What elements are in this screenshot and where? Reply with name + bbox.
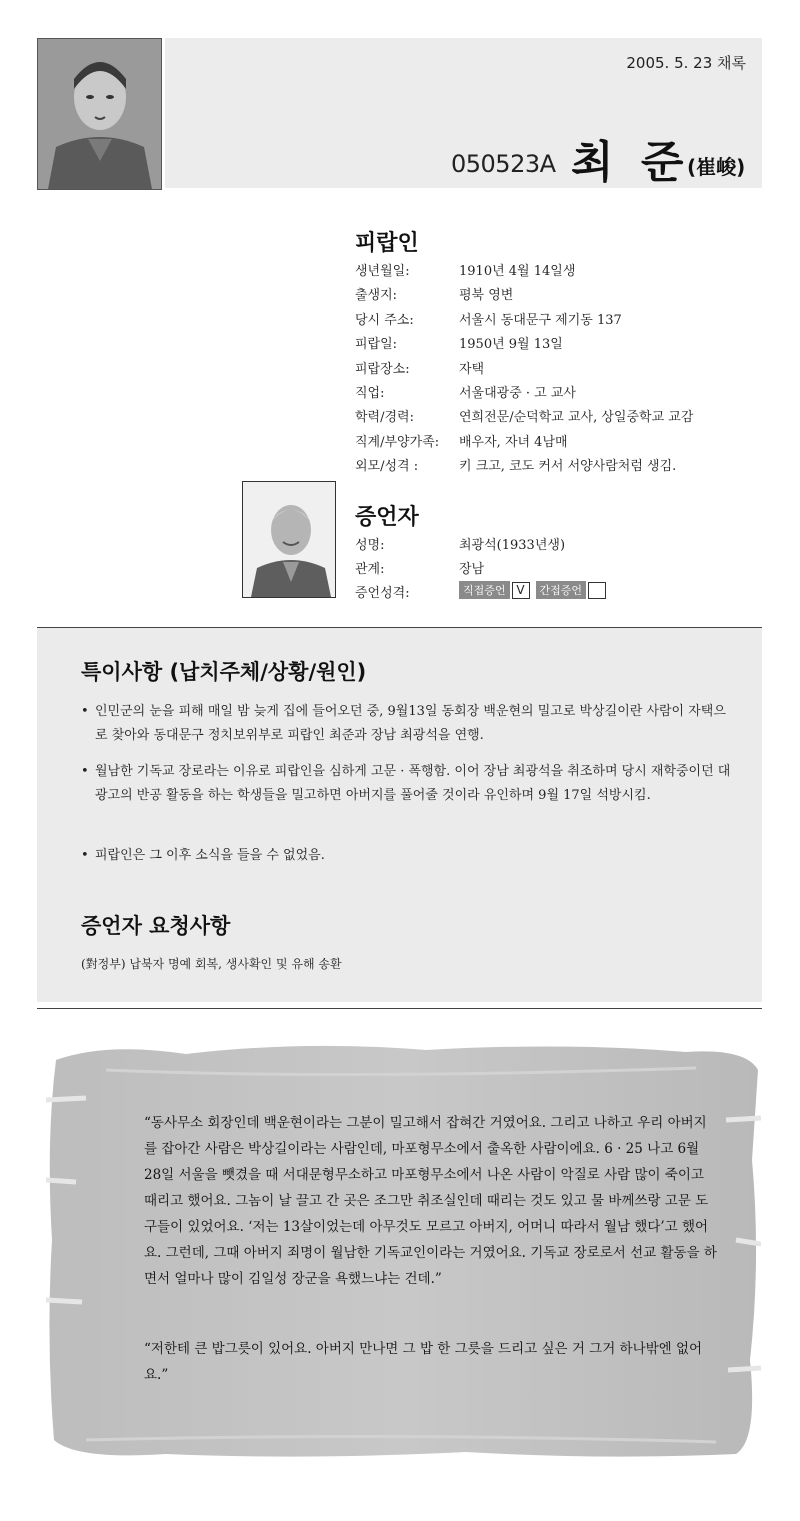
- testimony-type-options: [459, 581, 612, 599]
- abductee-info-value: 배우자, 자녀 4남매: [459, 434, 568, 450]
- abductee-info-row: [355, 455, 775, 475]
- notes-bullet-text: 월남한 기독교 장로라는 이유로 피랍인을 심하게 고문 · 폭행함. 이어 장남 최광석을 취조하며 당시 재학중이던 대광고의 반공 활동을 하는 학생들을 밀고하면 아버지를 풀어줄 것이라 유인하며 9월 17일 석방시킴.: [95, 764, 731, 803]
- testimony-quote: “동사무소 회장인데 백운현이라는 그분이 밀고해서 잡혀간 거였어요. 그리고 나하고 우리 아버지를 잡아간 사람은 박상길이라는 사람인데, 마포형무소에서 출옥한 사람이에요. 6 · 25 나고 6월 28일 서울을 뺏겼을 때 서대문형무소하고 마포형무소에서 나온 사람이 악질로 사람 많이 죽이고 때리고 했어요. 그놈이 날 끌고 간 곳은 조그만 취조실인데 때리는 것도 있고 물 바께쓰랑 고문 도구들이 있었어요. ‘저는 13살이었는데 아무것도 모르고 아버지, 어머니 따라서 월남 했다’고 했어요. 그런데, 그때 아버지 죄명이 월남한 기독교인이라는 거였어요. 기독교 장로로서 선교 활동을 하면서 얼마나 많이 김일성 장군을 욕했느냐는 건데.”: [144, 1115, 717, 1287]
- divider-bottom: [37, 1008, 762, 1009]
- direct-testimony-checkbox[interactable]: V: [512, 582, 530, 599]
- bullet-dot-icon: •: [81, 764, 89, 779]
- witness-info-value: 최광석(1933년생): [459, 538, 566, 553]
- abductee-info-label: 학력/경력:: [355, 410, 414, 426]
- request-text: (對정부) 납북자 명예 회복, 생사확인 및 유해 송환: [81, 957, 342, 971]
- notes-bullet: [81, 760, 737, 808]
- witness-title: 증언자: [355, 505, 419, 530]
- abductee-info-value: 서울대광중 · 고 교사: [459, 386, 576, 401]
- bullet-dot-icon: •: [81, 848, 89, 863]
- abductee-info-row: [355, 406, 775, 426]
- abductee-title: 피랍인: [355, 231, 419, 256]
- abductee-info-value: 서울시 동대문구 제기동 137: [459, 312, 622, 328]
- abductee-info-label: 직업:: [355, 386, 385, 401]
- testimony-type-row: [355, 582, 775, 602]
- indirect-testimony-checkbox[interactable]: [588, 582, 606, 599]
- witness-info-row: [355, 534, 775, 554]
- abductee-info-row: [355, 309, 775, 329]
- witness-portrait-image: [243, 482, 335, 597]
- abductee-info-value: 1950년 9월 13일: [459, 337, 563, 353]
- abductee-info-value: 자택: [459, 361, 485, 377]
- abductee-info-label: 피랍일:: [355, 337, 398, 353]
- notes-bullet: [81, 700, 737, 748]
- direct-testimony-chip: 직접증언: [459, 581, 510, 599]
- abductee-info-row: [355, 260, 775, 280]
- portrait-image: [38, 39, 161, 189]
- abductee-info-value: 1910년 4월 14일생: [459, 264, 576, 279]
- notes-section: [37, 628, 762, 1002]
- abductee-info-value: 키 크고, 코도 커서 서양사람처럼 생김.: [459, 459, 677, 475]
- witness-photo: [242, 481, 336, 598]
- abductee-info-label: 당시 주소:: [355, 312, 414, 328]
- request-title: 증언자 요청사항: [81, 914, 231, 938]
- abductee-info-value: 평북 영변: [459, 288, 514, 304]
- person-name: 최 준: [571, 137, 690, 188]
- abductee-info-row: [355, 333, 775, 353]
- witness-info-value: 장남: [459, 562, 485, 578]
- abductee-info-row: [355, 284, 775, 304]
- person-name-hanja: (崔峻): [687, 155, 746, 179]
- testimony-quote: “저한테 큰 밥그릇이 있어요. 아버지 만나면 그 밥 한 그릇을 드리고 싶은 거 그거 하나밖엔 없어요.”: [144, 1341, 703, 1383]
- abductee-info-label: 출생지:: [355, 288, 398, 304]
- notes-bullet: [81, 844, 737, 868]
- abductee-info-label: 직계/부양가족:: [355, 434, 440, 450]
- testimony-type-label: 증언성격:: [355, 586, 410, 601]
- witness-info-row: [355, 558, 775, 578]
- witness-info-label: 관계:: [355, 562, 385, 578]
- abductee-photo: [37, 38, 162, 190]
- header-band: [165, 38, 762, 188]
- notes-bullet-text: 피랍인은 그 이후 소식을 들을 수 없었음.: [95, 848, 325, 863]
- notes-title: 특이사항 (납치주체/상황/원인): [81, 660, 367, 684]
- abductee-info-row: [355, 382, 775, 402]
- record-date: 2005. 5. 23 채록: [626, 54, 746, 72]
- bullet-dot-icon: •: [81, 704, 89, 719]
- abductee-info-row: [355, 431, 775, 451]
- witness-info-label: 성명:: [355, 538, 385, 553]
- record-id: 050523A: [451, 150, 556, 178]
- abductee-info-label: 외모/성격 :: [355, 459, 419, 475]
- abductee-info-value: 연희전문/순덕학교 교사, 상일중학교 교감: [459, 410, 694, 426]
- notes-bullet-text: 인민군의 눈을 피해 매일 밤 늦게 집에 들어오던 중, 9월13일 동회장 백운현의 밀고로 박상길이란 사람이 자택으로 찾아와 동대문구 정치보위부로 피랍인 최준과 장남 최광석을 연행.: [95, 704, 726, 743]
- indirect-testimony-chip: 간접증언: [536, 581, 587, 599]
- abductee-info-label: 생년월일:: [355, 264, 410, 279]
- abductee-info-label: 피랍장소:: [355, 361, 410, 377]
- abductee-info-row: [355, 358, 775, 378]
